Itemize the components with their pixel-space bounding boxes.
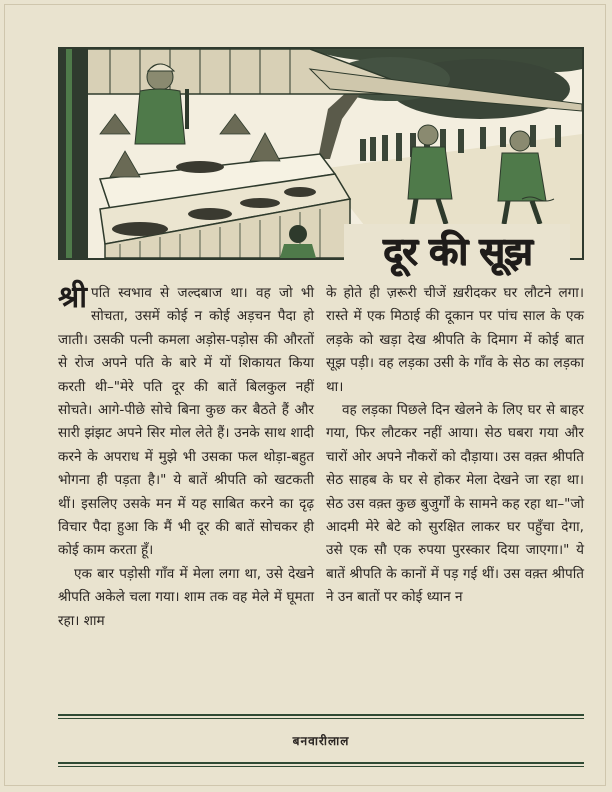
story-title-text: दूर की सूझ: [382, 229, 532, 273]
author-name: बनवारीलाल: [292, 734, 350, 748]
paragraph-1: [58, 282, 314, 563]
footer-rule-top-thin: [58, 718, 584, 719]
story-title: [344, 224, 570, 276]
left-column: [58, 282, 314, 633]
footer-rule-bottom: [58, 762, 584, 764]
footer-rule-bottom-thin: [58, 766, 584, 767]
paragraph-4: वह लड़का पिछले दिन खेलने के लिए घर से बाहर गया, फिर लौटकर नहीं आया। सेठ घबरा गया और चारों ओर अपने नौकरों को दौड़ाया। उस वक़्त श्रीपति सेठ साहब के घर से होकर मेला देखने जा रहा था। सेठ उस वक़्त कुछ बुजुर्गों के सामने कह रहा था–"जो आदमी मेरे बेटे को सुरक्षित लाकर घर पहुँचा देगा, उसे एक सौ एक रुपया पुरस्कार दिया जाएगा।" ये बातें श्रीपति के कानों में पड़ गई थीं। उस वक़्त श्रीपति ने उन बातों पर कोई ध्यान न: [326, 402, 584, 606]
paragraph-3: के होते ही ज़रूरी चीजें ख़रीदकर घर लौटने लगा। रास्ते में एक मिठाई की दूकान पर पांच साल के एक लड़के को खड़ा देख श्रीपति के दिमाग में कोई बात सूझ पड़ी। वह लड़का उसी के गाँव के सेठ का लड़का था।: [326, 285, 584, 395]
paragraph-2: एक बार पड़ोसी गाँव में मेला लगा था, उसे देखने श्रीपति अकेले चला गया। शाम तक वह मेले में घूमता रहा। शाम: [58, 565, 314, 629]
paragraph-1-text: पति स्वभाव से जल्दबाज था। वह जो भी सोचता, उसमें कोई न कोई अड़चन पैदा हो जाती। उसकी पत्नी कमला अड़ोस-पड़ोस की औरतों से रोज अपने पति के बारे में यों शिकायत किया करती थी–"मेरे पति दूर की बातें बिलकुल नहीं सोचते। आगे-पीछे सोचे बिना कुछ कर बैठते हैं और सारी झंझट अपने सिर मोल लेते हैं। उनके साथ शादी करने के अपराध में मुझे भी उसका फल थोड़ा-बहुत भोगना ही पड़ता है।" ये बातें श्रीपति को खटकती थीं। इसलिए उसके मन में यह साबित करने का दृढ़ विचार पैदा हुआ कि मैं भी दूर की बातें सोचकर ही कोई काम करता हूँ।: [58, 285, 314, 559]
right-column: [326, 282, 584, 610]
footer-rule-top: [58, 714, 584, 716]
drop-cap: श्री: [58, 280, 88, 315]
